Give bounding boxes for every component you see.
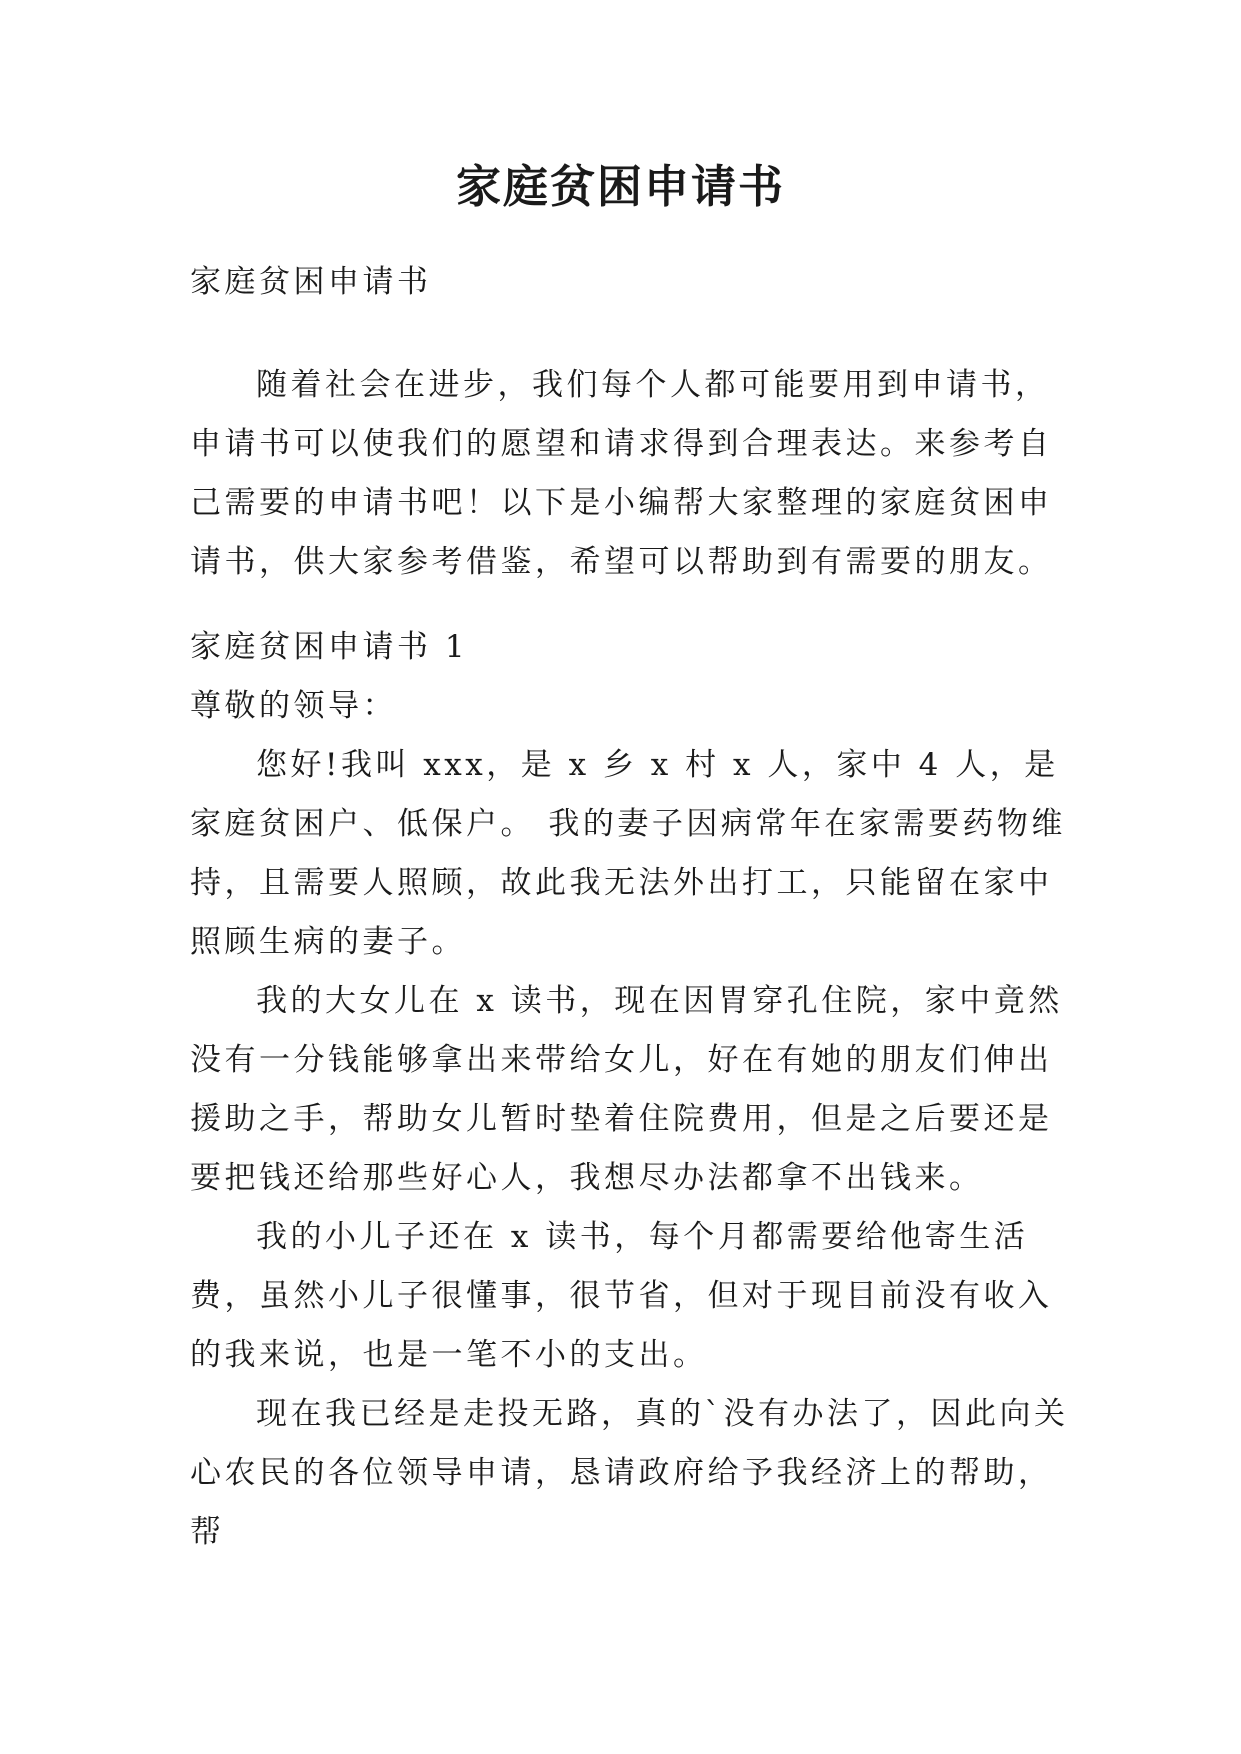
body-paragraph-1: 您好!我叫 xxx，是 x 乡 x 村 x 人，家中 4 人，是家庭贫困户、低保户。 我的妻子因病常年在家需要药物维持，且需要人照顾，故此我无法外出打工，只能留在家中照顾生病的妻子。: [190, 747, 1066, 960]
document-title: 家庭贫困申请书: [455, 160, 785, 213]
section-heading: 家庭贫困申请书 1: [190, 629, 469, 665]
body-paragraph-2: 我的大女儿在 x 读书，现在因胃穿孔住院，家中竟然没有一分钱能够拿出来带给女儿，好在有她的朋友们伸出援助之手，帮助女儿暂时垫着住院费用，但是之后要还是要把钱还给那些好心人，我想尽办法都拿不出钱来。: [190, 983, 1063, 1196]
salutation: 尊敬的领导：: [190, 688, 397, 724]
document-subtitle: 家庭贫困申请书: [190, 264, 432, 300]
body-paragraph-4: 现在我已经是走投无路，真的`没有办法了，因此向关心农民的各位领导申请，恳请政府给予我经济上的帮助，帮: [190, 1396, 1069, 1550]
intro-paragraph: 随着社会在进步，我们每个人都可能要用到申请书，申请书可以使我们的愿望和请求得到合理表达。来参考自己需要的申请书吧！以下是小编帮大家整理的家庭贫困申请书，供大家参考借鉴，希望可以帮助到有需要的朋友。: [190, 367, 1053, 580]
body-paragraph-3: 我的小儿子还在 x 读书，每个月都需要给他寄生活费，虽然小儿子很懂事，很节省，但对于现目前没有收入的我来说，也是一笔不小的支出。: [190, 1219, 1053, 1373]
